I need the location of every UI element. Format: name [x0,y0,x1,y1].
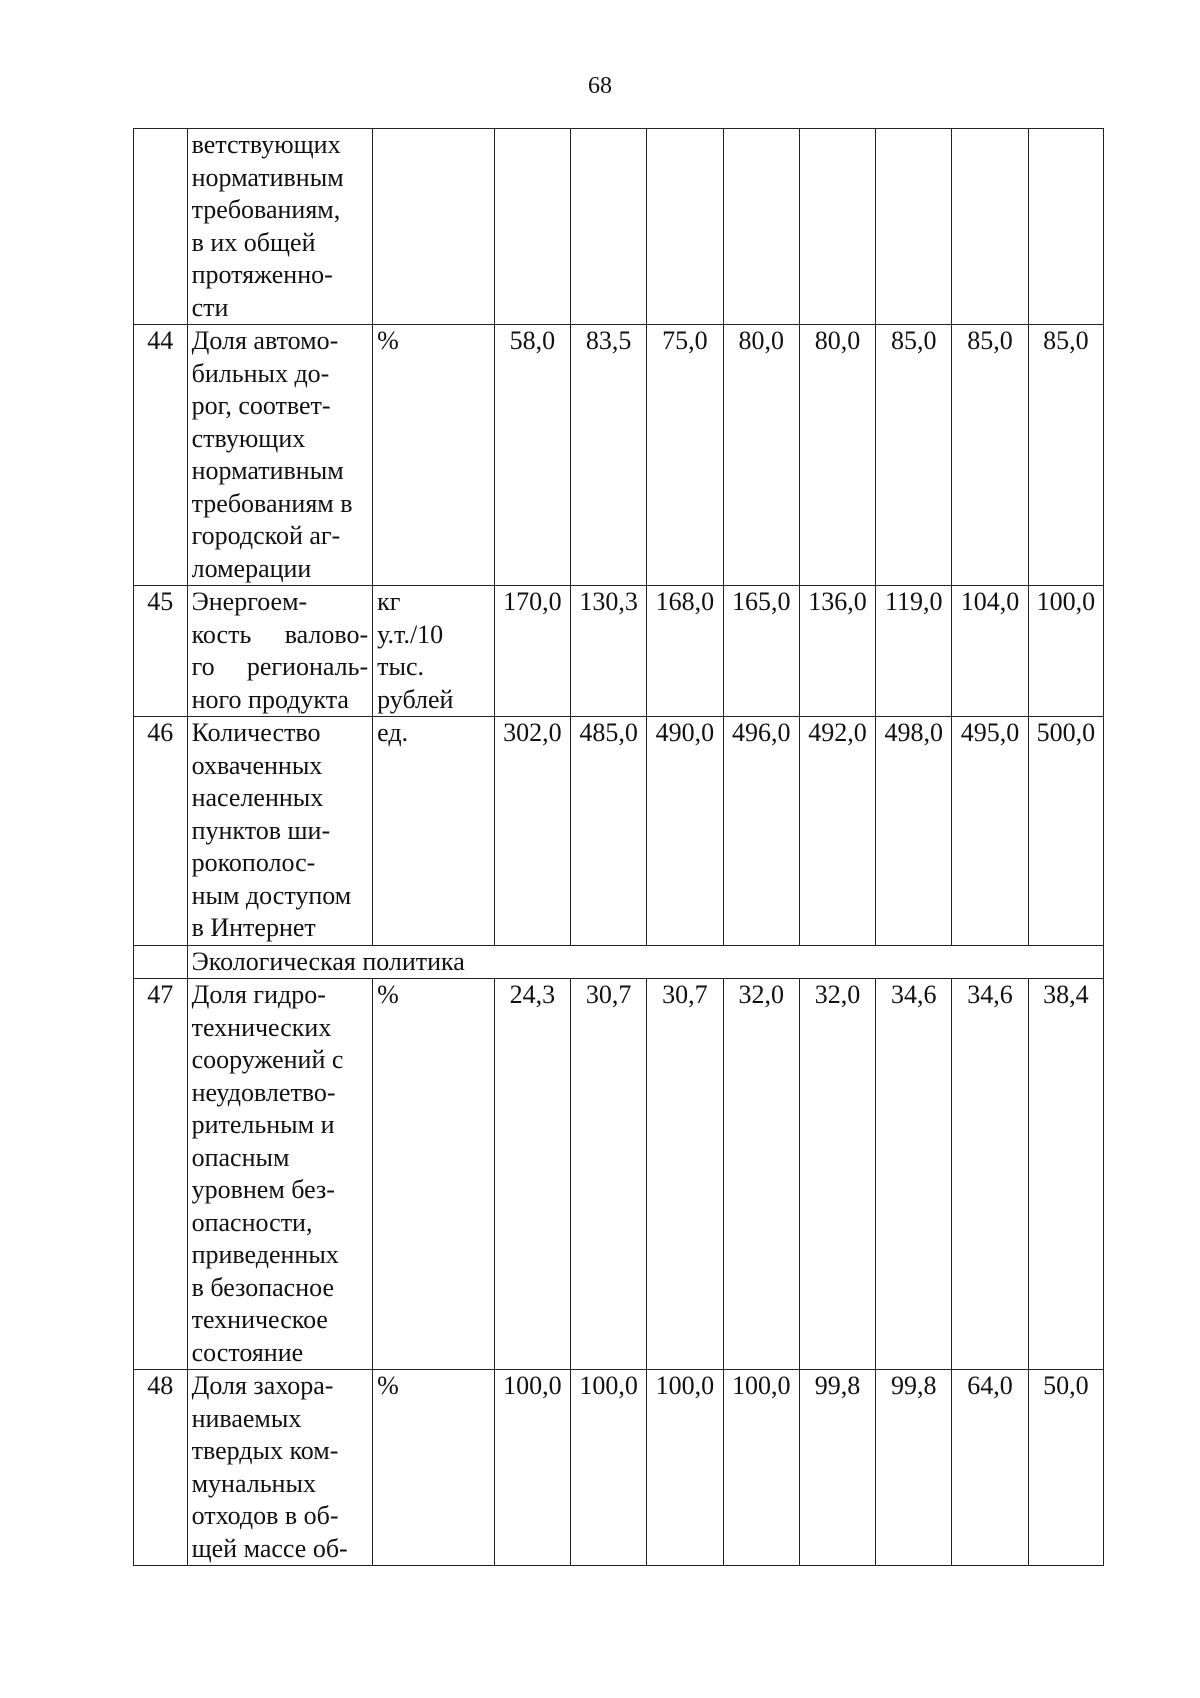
indicator-name-line: протяженно- [191,260,333,289]
value-cell [1028,129,1103,325]
value-cell: 50,0 [1028,1370,1103,1566]
value-cell: 492,0 [799,717,875,946]
indicator-name-line: рительным и [191,1110,335,1139]
indicator-name-line: нормативным [191,456,344,485]
indicator-name-line: твердых ком- [191,1436,339,1465]
table-row [134,1370,1104,1566]
section-row [134,945,1104,979]
indicator-name-line: Доля гидро- [191,980,326,1009]
value-cell: 80,0 [723,325,799,586]
value-cell: 168,0 [647,586,723,717]
indicator-name-line: пунктов ши- [191,815,331,845]
value-cell: 32,0 [799,979,875,1370]
unit-cell [373,586,495,717]
indicator-name-line: ным доступом [191,880,352,910]
value-cell: 83,5 [571,325,647,586]
value-cell: 165,0 [723,586,799,717]
table-row [134,717,1104,946]
indicator-name-line: Доля захора- [191,1371,334,1400]
indicator-name-line: требованиям в [191,488,353,518]
table-row [134,129,1104,325]
indicator-name-line: ствующих [191,423,306,453]
page-number: 68 [588,73,612,99]
indicator-name-line: сооружений с [191,1045,344,1074]
section-title: Экологическая политика [187,945,1103,979]
unit-line: ед. [377,718,409,747]
value-cell [952,129,1028,325]
indicator-name-line: населенных [191,783,324,812]
value-cell: 30,7 [647,979,723,1370]
value-cell [723,129,799,325]
indicator-name-line: мунальных [191,1468,316,1498]
unit-line: % [377,980,399,1009]
value-cell [876,129,952,325]
indicator-name-line: опасным [191,1142,290,1172]
indicator-name-line: Энергоем- [191,587,308,616]
row-number-cell: 44 [134,325,188,586]
value-cell: 170,0 [494,586,570,717]
indicator-name-line: кость валово- [191,619,369,649]
indicator-name-line: неудовлетво- [191,1077,336,1107]
indicator-name-line: отходов в об- [191,1501,339,1530]
indicator-name-line: бильных до- [191,358,330,388]
value-cell: 498,0 [876,717,952,946]
value-cell: 100,0 [494,1370,570,1566]
value-cell: 85,0 [952,325,1028,586]
row-number-cell: 46 [134,717,188,946]
indicator-name-line: приведенных [191,1240,339,1269]
row-number-cell: 47 [134,979,188,1370]
value-cell: 496,0 [723,717,799,946]
indicator-name-line: техническое [191,1305,328,1334]
value-cell [494,129,570,325]
indicator-name-line: щей массе об- [191,1533,348,1563]
indicator-name-line: рокополос- [191,848,316,877]
value-cell: 495,0 [952,717,1028,946]
indicator-name-line: ниваемых [191,1403,302,1433]
indicator-name-line: го региональ- [191,652,369,681]
indicator-name-cell [187,979,373,1370]
indicator-name-line: в их общей [191,227,316,257]
value-cell: 136,0 [799,586,875,717]
value-cell: 32,0 [723,979,799,1370]
indicator-name-line: технических [191,1012,332,1042]
indicator-name-line: сти [191,292,229,322]
table-row [134,325,1104,586]
value-cell: 99,8 [876,1370,952,1566]
indicator-name-line: ломерации [191,553,312,583]
value-cell: 85,0 [1028,325,1103,586]
value-cell: 485,0 [571,717,647,946]
table-row [134,979,1104,1370]
row-number-cell: 48 [134,1370,188,1566]
value-cell: 64,0 [952,1370,1028,1566]
indicator-name-line: состояние [191,1337,304,1367]
unit-line: у.т./10 [377,619,444,649]
table-row [134,586,1104,717]
row-number-cell: 45 [134,586,188,717]
indicator-name-line: охваченных [191,750,323,780]
value-cell [647,129,723,325]
indicator-name-line: опасности, [191,1207,313,1237]
value-cell: 500,0 [1028,717,1103,946]
value-cell: 80,0 [799,325,875,586]
indicator-name-cell [187,129,373,325]
value-cell: 100,0 [723,1370,799,1566]
indicators-table [133,128,1104,1566]
indicator-name-line: рог, соответ- [191,391,331,420]
indicator-name-line: требованиям, [191,195,341,224]
unit-line: % [377,326,399,355]
indicator-name-line: ного продукта [191,684,349,714]
indicator-name-line: Количество [191,718,321,747]
unit-cell [373,717,495,946]
unit-line: кг [377,587,401,616]
indicator-name-cell [187,1370,373,1566]
value-cell: 58,0 [494,325,570,586]
indicator-name-cell [187,717,373,946]
value-cell: 100,0 [1028,586,1103,717]
value-cell: 30,7 [571,979,647,1370]
indicator-name-line: ветствующих [191,130,341,159]
indicator-name-cell [187,325,373,586]
value-cell: 38,4 [1028,979,1103,1370]
indicator-name-cell [187,586,373,717]
indicator-name-line: в Интернет [191,913,316,942]
unit-cell [373,325,495,586]
value-cell: 75,0 [647,325,723,586]
indicator-name-line: в безопасное [191,1272,334,1302]
table-body [134,129,1104,1566]
value-cell: 24,3 [494,979,570,1370]
indicator-name-line: нормативным [191,162,344,192]
section-number-cell [134,945,188,979]
value-cell: 100,0 [571,1370,647,1566]
unit-cell [373,979,495,1370]
value-cell [571,129,647,325]
row-number-cell [134,129,188,325]
indicator-name-line: городской аг- [191,521,341,550]
value-cell: 100,0 [647,1370,723,1566]
value-cell: 104,0 [952,586,1028,717]
unit-line: % [377,1371,399,1400]
indicator-name-line: Доля автомо- [191,326,339,355]
unit-cell [373,1370,495,1566]
value-cell: 85,0 [876,325,952,586]
indicator-name-line: уровнем без- [191,1175,335,1204]
unit-cell [373,129,495,325]
value-cell: 130,3 [571,586,647,717]
value-cell: 302,0 [494,717,570,946]
value-cell: 34,6 [876,979,952,1370]
value-cell: 34,6 [952,979,1028,1370]
value-cell: 119,0 [876,586,952,717]
value-cell: 490,0 [647,717,723,946]
unit-line: рублей [377,684,454,714]
unit-line: тыс. [377,652,425,681]
value-cell: 99,8 [799,1370,875,1566]
value-cell [799,129,875,325]
